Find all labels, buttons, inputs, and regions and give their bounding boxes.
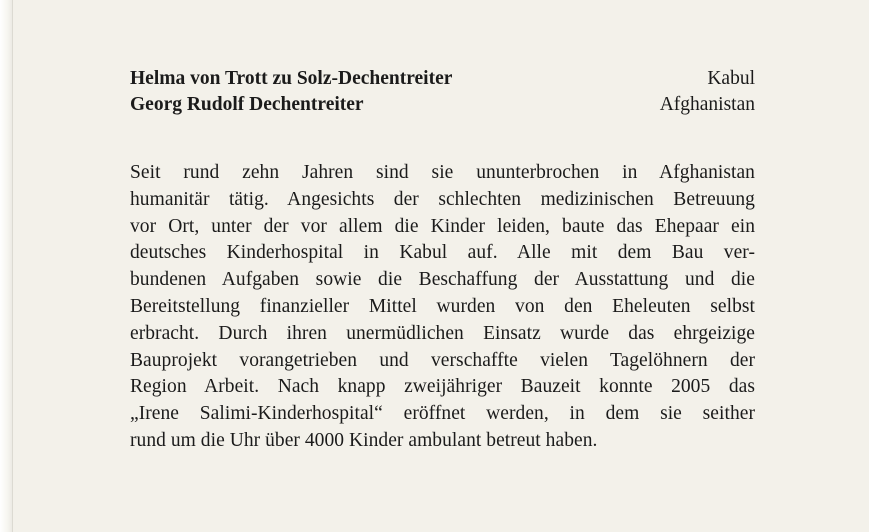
body-paragraph [130, 160, 755, 455]
paragraph-line: Region Arbeit. Nach knapp zweijähriger Bauzeit konnte 2005 das [130, 376, 755, 398]
paragraph-line: Seit rund zehn Jahren sind sie ununterbrochen in Afghanistan [130, 162, 755, 183]
document-page [130, 66, 755, 455]
header-row-1 [130, 66, 755, 92]
paragraph-line: Bauprojekt vorangetrieben und verschaffte vielen Tagelöhnern der [130, 349, 755, 371]
paragraph-line: „Irene Salimi-Kinderhospital“ eröffnet werden, in dem sie seither [130, 403, 755, 425]
paragraph-line: deutsches Kinderhospital in Kabul auf. Alle mit dem Bau ver- [130, 242, 755, 264]
paragraph-line: Bereitstellung finanzieller Mittel wurden von den Eheleuten selbst [130, 295, 755, 317]
location-city: Kabul [707, 68, 755, 89]
paragraph-line: rund um die Uhr über 4000 Kinder ambulant betreut haben. [130, 429, 598, 451]
paragraph-line: bundenen Aufgaben sowie die Beschaffung der Ausstattung und die [130, 269, 755, 291]
paragraph-line: humanitär tätig. Angesichts der schlechten medizinischen Betreuung [130, 188, 755, 210]
location-country: Afghanistan [659, 94, 755, 115]
page-left-edge [0, 0, 13, 532]
honoree-name: Georg Rudolf Dechentreiter [130, 94, 364, 115]
honoree-name: Helma von Trott zu Solz-Dechentreiter [130, 68, 453, 89]
header-row-2 [130, 92, 755, 118]
paragraph-line: erbracht. Durch ihren unermüdlichen Einsatz wurde das ehrgeizige [130, 322, 755, 344]
paragraph-line: vor Ort, unter der vor allem die Kinder leiden, baute das Ehepaar ein [130, 215, 755, 237]
